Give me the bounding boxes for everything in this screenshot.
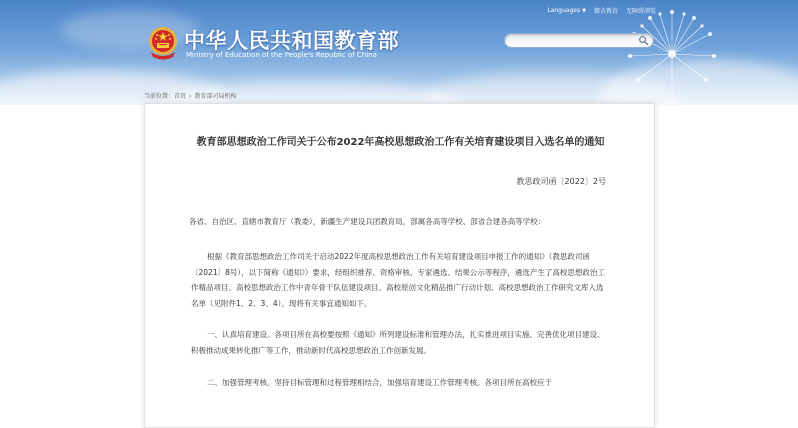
- search-icon[interactable]: [638, 35, 649, 46]
- top-links: [547, 6, 656, 15]
- article-title: 教育部思想政治工作司关于公布2022年高校思想政治工作有关培育建设项目入选名单的通知: [196, 137, 605, 148]
- breadcrumb-home[interactable]: 首页: [174, 93, 187, 100]
- article-paragraph: 一、认真培育建设。各项目所在高校要按照《通知》所列建设标准和管理办法，扎实推进项目实施、完善优化项目建设、积极推动成果转化推广等工作，推动新时代高校思想政治工作创新发展。: [191, 330, 605, 355]
- article-paragraph: 根据《教育部思想政治工作司关于启动2022年度高校思想政治工作有关培育建设项目申报工作的通知》（教思政司函〔2021〕8号），以下简称《通知》）要求，经组织推荐、资格审核、专家遴选、结果公示等程序，遴选产生了高校思想政治工作精品项目、高校思想政治工作中青年骨干队伍建设项目、高校原创文化精品推广行动计划、高校思想政治工作研究文库入选名单（见附件1、2、3、4）。现将有关事宜通知如下。: [191, 252, 605, 308]
- languages-label: Languages: [547, 7, 581, 14]
- caret-down-icon: ▼: [582, 8, 586, 14]
- accessibility-link[interactable]: 无障碍浏览: [625, 8, 656, 15]
- site-title[interactable]: 中华人民共和国教育部: [184, 29, 399, 53]
- breadcrumb-prefix: 当前位置：: [144, 93, 175, 100]
- dandelion-decoration: [622, 4, 722, 104]
- breadcrumb-separator: ›: [189, 93, 192, 100]
- national-emblem-icon: [147, 26, 179, 60]
- cloud-decoration: [60, 10, 200, 50]
- article-container: [144, 103, 655, 428]
- search-input[interactable]: [511, 35, 635, 46]
- article-paragraph: 二、加强管理考核。坚持目标管理和过程管理相结合，加强培育建设工作管理考核。各项目所在高校应于: [207, 378, 552, 387]
- breadcrumb: [144, 91, 236, 100]
- document-number: 教思政司函〔2022〕2号: [516, 177, 606, 186]
- languages-link[interactable]: [547, 7, 586, 14]
- site-subtitle: Ministry of Education of the People's Republic of China: [186, 51, 377, 59]
- weibo-link[interactable]: 微言教育: [593, 8, 618, 15]
- site-header: [0, 0, 798, 105]
- search-box: [504, 33, 654, 48]
- breadcrumb-current[interactable]: 教育部司局机构: [194, 93, 237, 100]
- article-paragraph: 各省、自治区、直辖市教育厅（教委），新疆生产建设兵团教育局，部属各高等学校、部省合建各高等学校：: [189, 217, 546, 226]
